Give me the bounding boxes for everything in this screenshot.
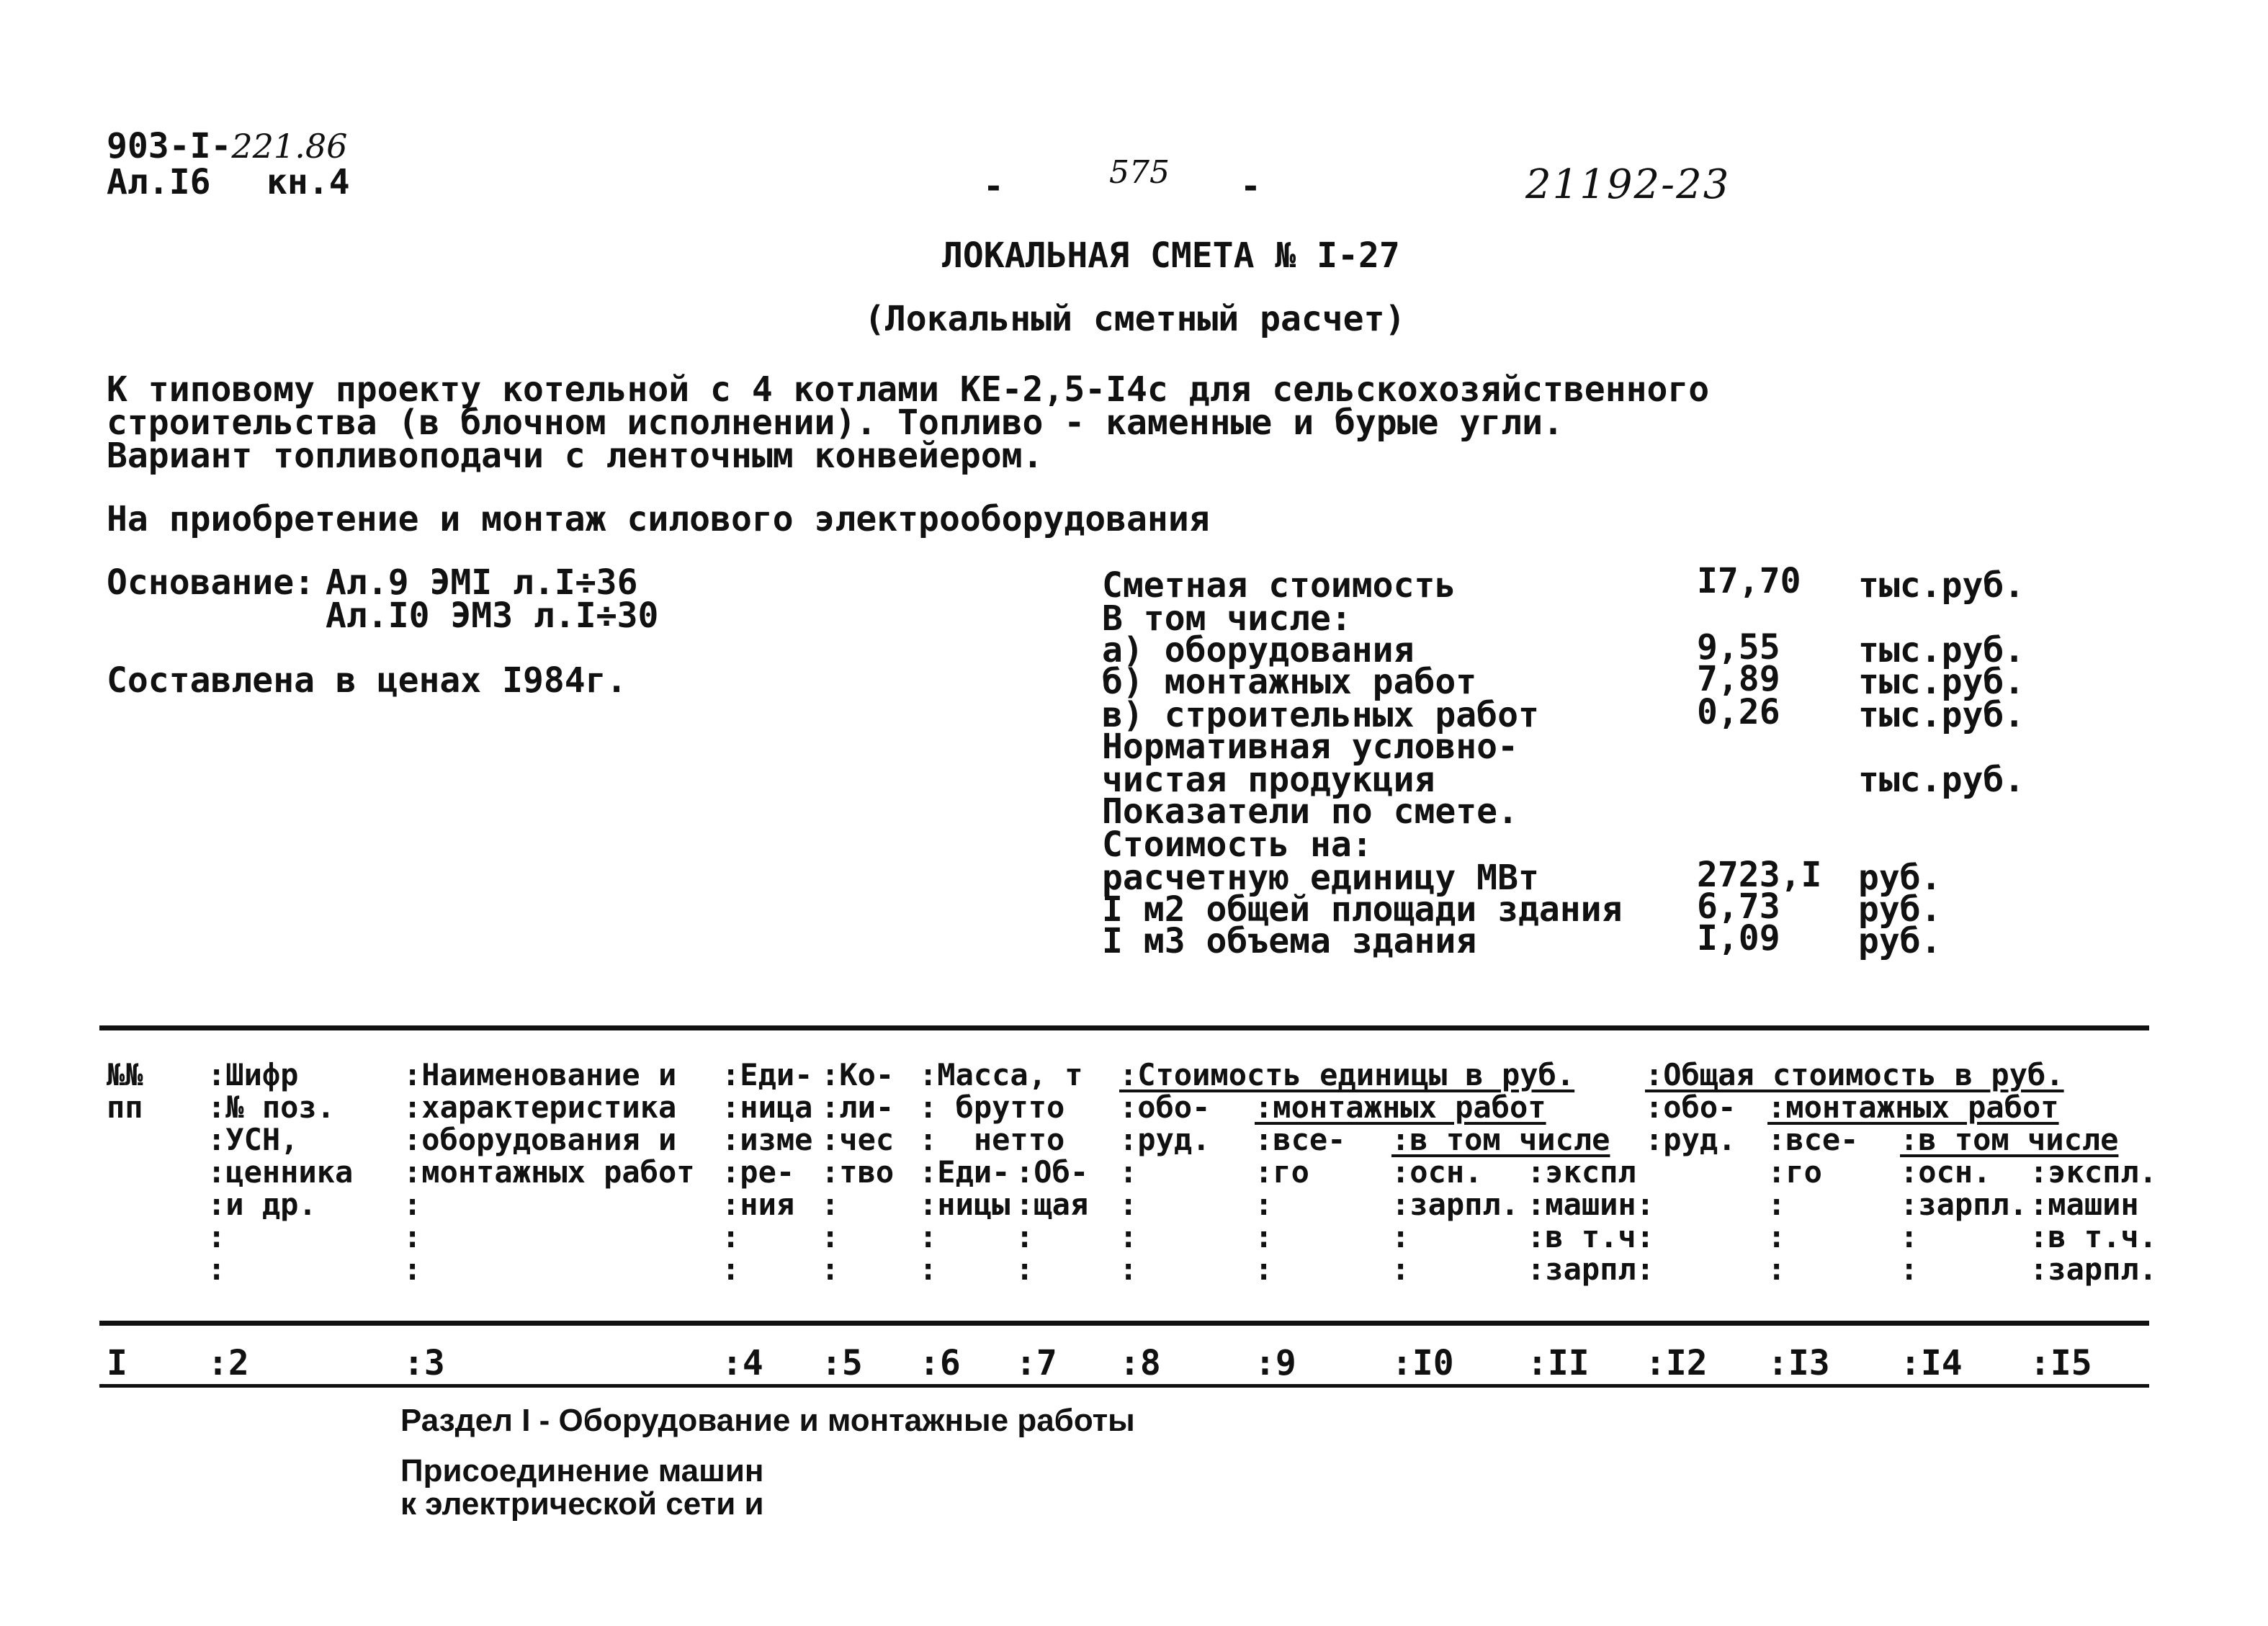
col-number: :I3 [1767, 1343, 1830, 1383]
summary-unit: руб. [1858, 858, 1942, 898]
hdr-col-6-line: : [919, 1219, 938, 1254]
hdr-col-13-line: : [1767, 1187, 1786, 1222]
hdr-unit-incl-title: :в том числе [1391, 1122, 1610, 1157]
hdr-col-4-line: :ния [722, 1187, 795, 1222]
hdr-col-10-line: : [1391, 1219, 1410, 1254]
hdr-col-2-line: :ценника [207, 1154, 354, 1190]
hdr-col-8-line: :обо- [1119, 1090, 1211, 1125]
summary-value: 0,26 [1697, 692, 1780, 732]
hdr-col-3-line: :характеристика [403, 1090, 677, 1125]
hdr-total-cost-title: :Общая стоимость в руб. [1645, 1057, 2064, 1092]
summary-label: В том числе: [1102, 598, 1352, 639]
hdr-col-8-line: : [1119, 1219, 1138, 1254]
hdr-col-2-line: :и др. [207, 1187, 317, 1222]
section-title: Раздел I - Оборудование и монтажные работы [400, 1403, 1135, 1438]
summary-label: Показатели по смете. [1102, 791, 1518, 832]
hdr-col-6-line: :ницы [919, 1187, 1010, 1222]
hdr-col-4-line: :изме [722, 1122, 813, 1157]
hdr-col-14-line: : [1900, 1219, 1919, 1254]
col-number: :4 [722, 1343, 763, 1383]
hdr-col-14-line: :осн. [1900, 1154, 1991, 1190]
hdr-col-4-line: :ре- [722, 1154, 795, 1190]
col-number: :2 [207, 1343, 249, 1383]
hdr-col-10-line: :осн. [1391, 1154, 1483, 1190]
hdr-col-3-line: :монтажных работ [403, 1154, 695, 1190]
price-basis: Составлена в ценах I984г. [107, 660, 627, 701]
col-number: :I4 [1900, 1343, 1963, 1383]
col-number: :I5 [2030, 1343, 2092, 1383]
hdr-col-2-line: : [207, 1219, 226, 1254]
hdr-col-14-line: :зарпл. [1900, 1187, 2028, 1222]
hdr-col-4-line: :ница [722, 1090, 813, 1125]
purpose: На приобретение и монтаж силового электрооборудования [107, 499, 1210, 539]
hdr-col-5-line: :ли- [821, 1090, 895, 1125]
hdr-col-5-line: :чес [821, 1122, 895, 1157]
project-number: 221.86 [231, 127, 348, 166]
hdr-col-9-line: :го [1255, 1154, 1309, 1190]
summary-label: Сметная стоимость [1102, 565, 1456, 606]
description-line-1: К типовому проекту котельной с 4 котлами КЕ-2,5-I4с для сельскохозяйственного [107, 369, 1710, 410]
description-line-3: Вариант топливоподачи с ленточным конвейером. [107, 436, 1044, 476]
hdr-col-10-line: :зарпл. [1391, 1187, 1520, 1222]
summary-label: I м3 объема здания [1102, 921, 1477, 961]
hdr-total-incl-title: :в том числе [1900, 1122, 2119, 1157]
summary-value: I7,70 [1697, 561, 1801, 601]
summary-label: Нормативная условно- [1102, 727, 1518, 767]
table-mid-rule [99, 1321, 2149, 1326]
summary-value: 6,73 [1697, 886, 1780, 927]
summary-value: I,09 [1697, 918, 1780, 958]
col-number: :3 [403, 1343, 445, 1383]
hdr-col-6-line: :Еди- [919, 1154, 1010, 1190]
description-line-2: строительства (в блочном исполнении). Топливо - каменные и бурые угли. [107, 403, 1564, 443]
hdr-col-5-line: : [821, 1252, 840, 1287]
hdr-col-8-line: :руд. [1119, 1122, 1211, 1157]
table-bottom-rule [99, 1384, 2149, 1388]
col-number: :7 [1016, 1343, 1057, 1383]
hdr-col-5-line: :Ко- [821, 1057, 895, 1092]
hdr-col-9-line: : [1255, 1252, 1273, 1287]
hdr-col-3-line: : [403, 1219, 422, 1254]
hdr-col-15-line: :зарпл. [2030, 1252, 2158, 1287]
hdr-col-2-line: :Шифр [207, 1057, 299, 1092]
summary-label: а) оборудования [1102, 630, 1415, 670]
hdr-col-7-line: :щая [1016, 1187, 1089, 1222]
basis-line-1: Ал.9 ЭМI л.I÷36 [326, 562, 638, 603]
hdr-col-7-line: :Об- [1016, 1154, 1089, 1190]
summary-unit: тыс.руб. [1858, 565, 2025, 606]
hdr-col-10-line: : [1391, 1252, 1410, 1287]
hdr-col-4-line: : [722, 1219, 740, 1254]
hdr-col-2-line: :№ поз. [207, 1090, 336, 1125]
hdr-unit-cost-title: :Стоимость единицы в руб. [1119, 1057, 1575, 1092]
hdr-col-3-line: : [403, 1187, 422, 1222]
col-number: :I2 [1645, 1343, 1708, 1383]
hdr-col-11-line: :экспл [1527, 1154, 1636, 1190]
inventory-number: 21192-23 [1525, 161, 1731, 208]
hdr-col-5-line: :тво [821, 1154, 895, 1190]
hdr-col-3-line: : [403, 1252, 422, 1287]
page-number: 575 [1109, 154, 1170, 191]
hdr-col-6-line: : брутто [919, 1090, 1065, 1125]
hdr-col-7-line: : [1016, 1219, 1034, 1254]
hdr-col-4-line: : [722, 1252, 740, 1287]
summary-value: 7,89 [1697, 659, 1780, 699]
summary-label: б) монтажных работ [1102, 662, 1477, 702]
summary-value: 9,55 [1697, 627, 1780, 668]
hdr-col-13-line: : [1767, 1219, 1786, 1254]
hdr-col-15-line: :машин [2030, 1187, 2139, 1222]
hdr-col-11-line: :машин: [1527, 1187, 1655, 1222]
hdr-col-13-line: :все- [1767, 1122, 1859, 1157]
hdr-col-12-line: :обо- [1645, 1090, 1736, 1125]
item-name-line: к электрической сети и [400, 1486, 764, 1522]
summary-unit: тыс.руб. [1858, 760, 2025, 800]
hdr-col-13-line: :го [1767, 1154, 1822, 1190]
summary-value: 2723,I [1697, 855, 1822, 895]
hdr-col-6-line: : [919, 1252, 938, 1287]
summary-label: чистая продукция [1102, 760, 1435, 800]
hdr-col-2-line: :УСН, [207, 1122, 299, 1157]
hdr-total-install-title: :монтажных работ [1767, 1090, 2059, 1125]
hdr-col-9-line: :все- [1255, 1122, 1346, 1157]
doc-series: 903-I-221.86 [107, 126, 348, 166]
basis-line-2: Ал.I0 ЭМ3 л.I÷30 [326, 596, 659, 636]
summary-label: I м2 общей площади здания [1102, 889, 1623, 930]
col-number: :5 [821, 1343, 863, 1383]
summary-unit: руб. [1858, 921, 1942, 961]
doc-book: кн.4 [266, 162, 350, 202]
col-number: :9 [1255, 1343, 1296, 1383]
summary-label: в) строительных работ [1102, 695, 1539, 735]
estimate-title: ЛОКАЛЬНАЯ СМЕТА № I-27 [942, 235, 1400, 276]
hdr-col-3-line: :оборудования и [403, 1122, 677, 1157]
col-number: :8 [1119, 1343, 1161, 1383]
estimate-subtitle: (Локальный сметный расчет) [864, 299, 1406, 339]
summary-label: Стоимость на: [1102, 825, 1373, 865]
hdr-col-8-line: : [1119, 1187, 1138, 1222]
col-number: :I0 [1391, 1343, 1454, 1383]
hdr-col-11-line: :в т.ч: [1527, 1219, 1655, 1254]
hdr-col-5-line: : [821, 1187, 840, 1222]
hdr-col-13-line: : [1767, 1252, 1786, 1287]
summary-label: расчетную единицу МВт [1102, 858, 1539, 898]
hdr-col-2-line: : [207, 1252, 226, 1287]
summary-unit: тыс.руб. [1858, 630, 2025, 670]
hdr-col-6-line: : нетто [919, 1122, 1065, 1157]
table-top-rule [99, 1025, 2149, 1030]
hdr-col-12-line: :руд. [1645, 1122, 1736, 1157]
col-number: :II [1527, 1343, 1590, 1383]
hdr-mass-title: :Масса, т [919, 1057, 1083, 1092]
hdr-col-11-line: :зарпл: [1527, 1252, 1655, 1287]
hdr-col-15-line: :экспл. [2030, 1154, 2158, 1190]
col-number: :6 [919, 1343, 961, 1383]
hdr-col-15-line: :в т.ч. [2030, 1219, 2158, 1254]
doc-album: Ал.I6 [107, 162, 211, 202]
hdr-unit-install-title: :монтажных работ [1255, 1090, 1546, 1125]
hdr-col-4-line: :Еди- [722, 1057, 813, 1092]
hdr-col-14-line: : [1900, 1252, 1919, 1287]
page-dash-left: - [983, 166, 1004, 207]
item-name-line: Присоединение машин [400, 1453, 764, 1488]
hdr-col-1-line: пп [107, 1090, 143, 1125]
hdr-col-7-line: : [1016, 1252, 1034, 1287]
basis-label: Основание: [107, 562, 315, 603]
hdr-col-1-line: №№ [107, 1057, 143, 1092]
summary-unit: руб. [1858, 889, 1942, 930]
summary-unit: тыс.руб. [1858, 695, 2025, 735]
hdr-col-3-line: :Наименование и [403, 1057, 677, 1092]
summary-unit: тыс.руб. [1858, 662, 2025, 702]
hdr-col-9-line: : [1255, 1187, 1273, 1222]
hdr-col-8-line: : [1119, 1154, 1138, 1190]
hdr-col-5-line: : [821, 1219, 840, 1254]
page-dash-right: - [1240, 166, 1261, 207]
hdr-col-8-line: : [1119, 1252, 1138, 1287]
hdr-col-9-line: : [1255, 1219, 1273, 1254]
col-number: I [107, 1343, 127, 1383]
